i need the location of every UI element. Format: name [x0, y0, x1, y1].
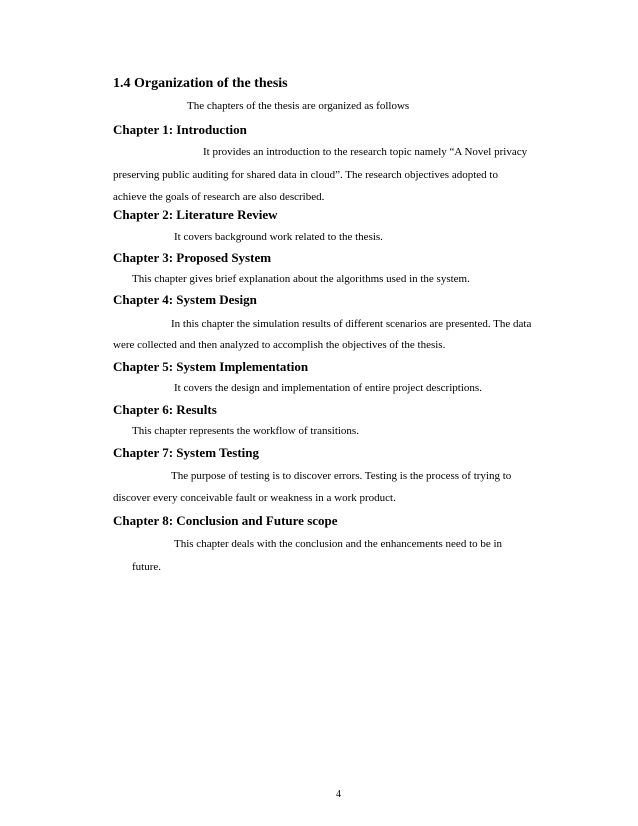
chapter-1-line-3: achieve the goals of research are also described.	[113, 191, 325, 203]
chapter-2-line-1: It covers background work related to the thesis.	[174, 231, 383, 243]
chapter-7-line-1: The purpose of testing is to discover errors. Testing is the process of trying to	[171, 470, 512, 482]
chapter-8-heading: Chapter 8: Conclusion and Future scope	[113, 513, 338, 528]
chapter-5-heading: Chapter 5: System Implementation	[113, 359, 309, 374]
chapter-8-line-1: This chapter deals with the conclusion and the enhancements need to be in	[174, 538, 503, 550]
chapter-1-heading: Chapter 1: Introduction	[113, 122, 247, 137]
chapter-4-heading: Chapter 4: System Design	[113, 292, 257, 307]
chapter-4-line-1: In this chapter the simulation results of different scenarios are presented. The data	[171, 318, 532, 330]
chapter-6-line-1: This chapter represents the workflow of transitions.	[132, 425, 359, 437]
chapter-1-line-1: It provides an introduction to the research topic namely “A Novel privacy	[203, 146, 528, 158]
chapter-6-heading: Chapter 6: Results	[113, 402, 217, 417]
chapter-8-line-2: future.	[132, 561, 162, 573]
chapter-4-line-2: were collected and then analyzed to accomplish the objectives of the thesis.	[113, 339, 446, 351]
section-title: 1.4 Organization of the thesis	[113, 76, 288, 91]
chapter-1-line-2: preserving public auditing for shared data in cloud”. The research objectives adopted to	[113, 169, 498, 181]
chapter-5-line-1: It covers the design and implementation of entire project descriptions.	[174, 382, 482, 394]
chapter-3-line-1: This chapter gives brief explanation about the algorithms used in the system.	[132, 273, 470, 285]
chapter-7-heading: Chapter 7: System Testing	[113, 445, 260, 460]
section-intro: The chapters of the thesis are organized as follows	[187, 100, 410, 112]
page-number: 4	[336, 789, 341, 800]
chapter-7-line-2: discover every conceivable fault or weakness in a work product.	[113, 492, 396, 504]
chapter-2-heading: Chapter 2: Literature Review	[113, 207, 278, 222]
chapter-3-heading: Chapter 3: Proposed System	[113, 250, 272, 265]
